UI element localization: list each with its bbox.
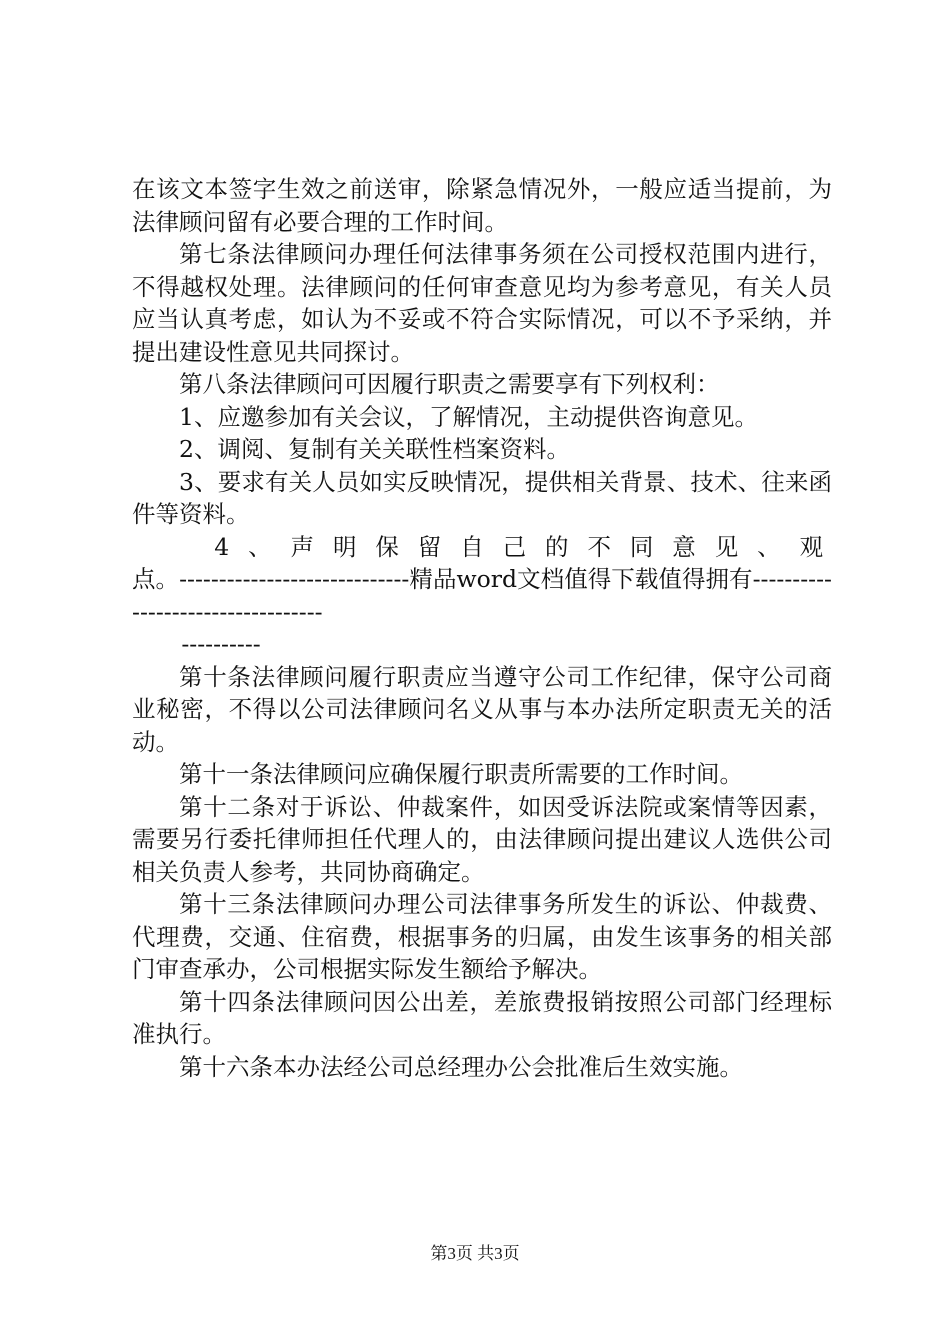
paragraph-article-10: 第十条法律顾问履行职责应当遵守公司工作纪律，保守公司商业秘密，不得以公司法律顾问名义从事与本办法所定职责无关的活动。 — [132, 662, 832, 756]
list-item-right-4: 4、声明保留自己的不同意见、观 — [214, 532, 832, 561]
list-item-right-3: 3、要求有关人员如实反映情况，提供相关背景、技术、往来函件等资料。 — [132, 467, 832, 528]
paragraph-article-8: 第八条法律顾问可因履行职责之需要享有下列权利： — [179, 370, 720, 398]
list-item-right-1: 1、应邀参加有关会议，了解情况，主动提供咨询意见。 — [179, 402, 758, 431]
paragraph-continuation: 在该文本签字生效之前送审，除紧急情况外，一般应适当提前，为法律顾问留有必要合理的工作时间。 — [132, 175, 832, 236]
page-footer: 第3页 共3页 — [430, 1244, 520, 1263]
dash-separator: ---------- — [181, 630, 261, 658]
list-item-right-2: 2、调阅、复制有关关联性档案资料。 — [179, 435, 570, 463]
paragraph-article-12: 第十二条对于诉讼、仲裁案件，如因受诉法院或案情等因素，需要另行委托律师担任代理人的，由法律顾问提出建议人选供公司相关负责人参考，共同协商确定。 — [132, 792, 832, 886]
paragraph-article-11: 第十一条法律顾问应确保履行职责所需要的工作时间。 — [179, 760, 743, 788]
watermark-text-line: 点。-----------------------------精品word文档值得下载值得拥有---------------------------------- — [132, 565, 832, 626]
paragraph-article-13: 第十三条法律顾问办理公司法律事务所发生的诉讼、仲裁费、代理费，交通、住宿费，根据事务的归属，由发生该事务的相关部门审查承办，公司根据实际发生额给予解决。 — [132, 890, 832, 983]
paragraph-article-16: 第十六条本办法经公司总经理办公会批准后生效实施。 — [179, 1052, 743, 1081]
document-body — [132, 173, 832, 1083]
paragraph-article-7: 第七条法律顾问办理任何法律事务须在公司授权范围内进行，不得越权处理。法律顾问的任何审查意见均为参考意见，有关人员应当认真考虑，如认为不妥或不符合实际情况，可以不予采纳，并提出建设性意见共同探讨。 — [132, 240, 832, 366]
paragraph-article-14: 第十四条法律顾问因公出差，差旅费报销按照公司部门经理标准执行。 — [132, 987, 832, 1048]
